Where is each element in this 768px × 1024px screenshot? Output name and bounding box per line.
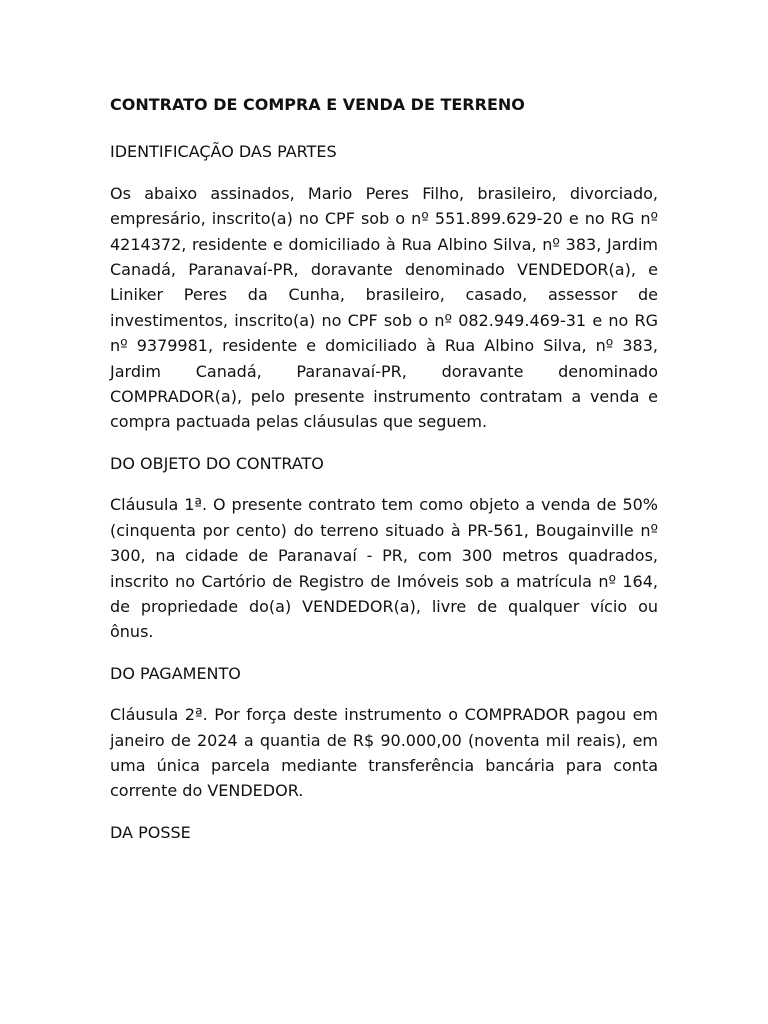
- section-heading-possession: DA POSSE: [110, 822, 191, 842]
- document-title: CONTRATO DE COMPRA E VENDA DE TERRENO: [110, 95, 525, 114]
- document-page: [110, 92, 658, 861]
- section-text-object: Cláusula 1ª. O presente contrato tem como objeto a venda de 50% (cinquenta por cento) do terreno situado à PR-561, Bougainville nº 300, na cidade de Paranavaí - PR, com 300 metros quadrados, inscrito no Cartório de Registro de Imóveis sob a matrícula nº 164, de propriedade do(a) VENDEDOR(a), livre de qualquer vício ou ônus.: [110, 495, 658, 642]
- section-heading-payment: DO PAGAMENTO: [110, 663, 241, 683]
- section-heading-parties: IDENTIFICAÇÃO DAS PARTES: [110, 142, 337, 162]
- section-text-payment: Cláusula 2ª. Por força deste instrumento o COMPRADOR pagou em janeiro de 2024 a quantia de R$ 90.000,00 (noventa mil reais), em uma única parcela mediante transferência bancária para conta corrente do VENDEDOR.: [110, 705, 658, 801]
- section-text-parties: Os abaixo assinados, Mario Peres Filho, brasileiro, divorciado, empresário, inscrito(a) no CPF sob o nº 551.899.629-20 e no RG nº 4214372, residente e domiciliado à Rua Albino Silva, nº 383, Jardim Canadá, Paranavaí-PR, doravante denominado VENDEDOR(a), e Liniker Peres da Cunha, brasileiro, casado, assessor de investimentos, inscrito(a) no CPF sob o nº 082.949.469-31 e no RG nº 9379981, residente e domiciliado à Rua Albino Silva, nº 383, Jardim Canadá, Paranavaí-PR, doravante denominado COMPRADOR(a), pelo presente instrumento contratam a venda e compra pactuada pelas cláusulas que seguem.: [110, 183, 658, 432]
- section-heading-object: DO OBJETO DO CONTRATO: [110, 453, 324, 473]
